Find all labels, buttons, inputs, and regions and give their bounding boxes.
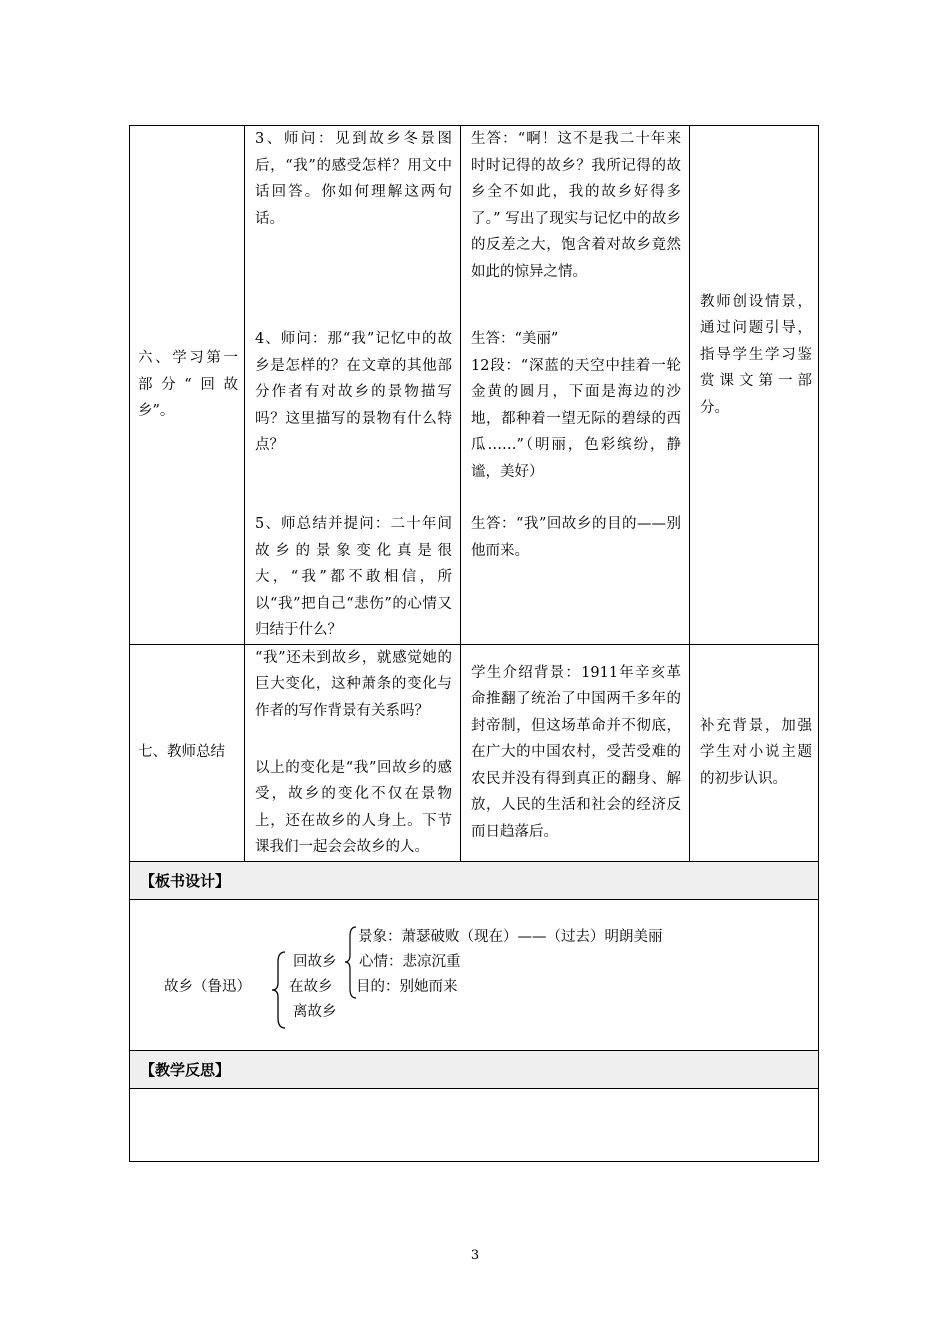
reflection-header-row	[130, 1050, 819, 1088]
student-answer-4: 生答：“美丽” 12段：“深蓝的天空中挂着一轮金黄的圆月，下面是海边的沙地，都种着一望无际的碧绿的西瓜……”（明丽，色彩缤纷，静谧，美好）	[471, 331, 681, 480]
board-title: 故乡（鲁迅）	[164, 978, 251, 995]
stage-text: 七、教师总结	[138, 744, 225, 761]
student-answer-5: 生答：“我”回故乡的目的——别他而来。	[471, 516, 681, 559]
teacher-activity-cell	[245, 126, 461, 645]
teacher-question-5: 5、师总结并提问：二十年间故乡的景象变化真是很大，“我”都不敢相信，所以“我”把自己“悲伤”的心情又归结于什么？	[255, 516, 452, 638]
board-design-row	[130, 899, 819, 1050]
left-brace-icon	[270, 950, 288, 1030]
stage-text: 六、学习第一部分“回故乡”。	[138, 350, 238, 419]
design-intent-text: 补充背景，加强学生对小说主题的初步认识。	[700, 717, 812, 787]
student-activity-cell	[461, 126, 690, 645]
student-answer-3: 生答：“啊！这不是我二十年来时时记得的故乡？我所记得的故乡全不如此，我的故乡好得多了。” 写出了现实与记忆中的故乡的反差之大，饱含着对故乡竟然如此的惊异之情。	[471, 131, 681, 280]
design-intent-cell	[690, 644, 819, 861]
teacher-activity-cell	[245, 644, 461, 861]
board-design-cell	[130, 899, 819, 1050]
branch-leave: 离故乡	[293, 1003, 337, 1020]
reflection-row	[130, 1088, 819, 1161]
student-activity-cell	[461, 644, 690, 861]
teacher-question-4: 4、师问：那“我”记忆中的故乡是怎样的？在文章的其他部分作者有对故乡的景物描写吗？这里描写的景物有什么特点？	[255, 331, 452, 453]
branch-return: 回故乡	[293, 953, 337, 970]
teacher-question-3: 3、师问：见到故乡冬景图后，“我”的感受怎样？用文中话回答。你如何理解这两句话。	[255, 131, 452, 227]
stage-cell	[130, 126, 245, 645]
teacher-summary-2: 以上的变化是“我”回故乡的感受，故乡的变化不仅在景物上，还在故乡的人身上。下节课我们一起会会故乡的人。	[255, 759, 452, 855]
reflection-header: 【教学反思】	[130, 1050, 819, 1088]
design-intent-cell	[690, 126, 819, 645]
detail-mood: 心情：悲凉沉重	[359, 953, 461, 970]
reflection-content	[130, 1088, 819, 1161]
detail-purpose: 目的：别她而来	[356, 978, 458, 995]
board-design-header-row	[130, 861, 819, 899]
lesson-plan-table	[129, 125, 819, 1162]
teacher-summary-1: “我”还未到故乡，就感觉她的巨大变化，这种萧条的变化与作者的写作背景有关系吗？	[255, 649, 452, 719]
student-background: 学生介绍背景：1911年辛亥革命推翻了统治了中国两千多年的封帝制，但这场革命并不彻底，在广大的中国农村，受苦受难的农民并没有得到真正的翻身、解放，人民的生活和社会的经济反而日趋落后。	[471, 664, 681, 840]
detail-scene: 景象：萧瑟破败（现在）——（过去）明朗美丽	[358, 928, 663, 945]
lesson-row-7	[130, 644, 819, 861]
board-design-header: 【板书设计】	[130, 861, 819, 899]
lesson-row-6	[130, 126, 819, 645]
board-design	[130, 900, 818, 1050]
branch-in: 在故乡	[289, 978, 333, 995]
design-intent-text: 教师创设情景，通过问题引导，指导学生学习鉴赏课文第一部分。	[700, 293, 812, 416]
stage-cell	[130, 644, 245, 861]
page-number: 3	[470, 1248, 480, 1263]
